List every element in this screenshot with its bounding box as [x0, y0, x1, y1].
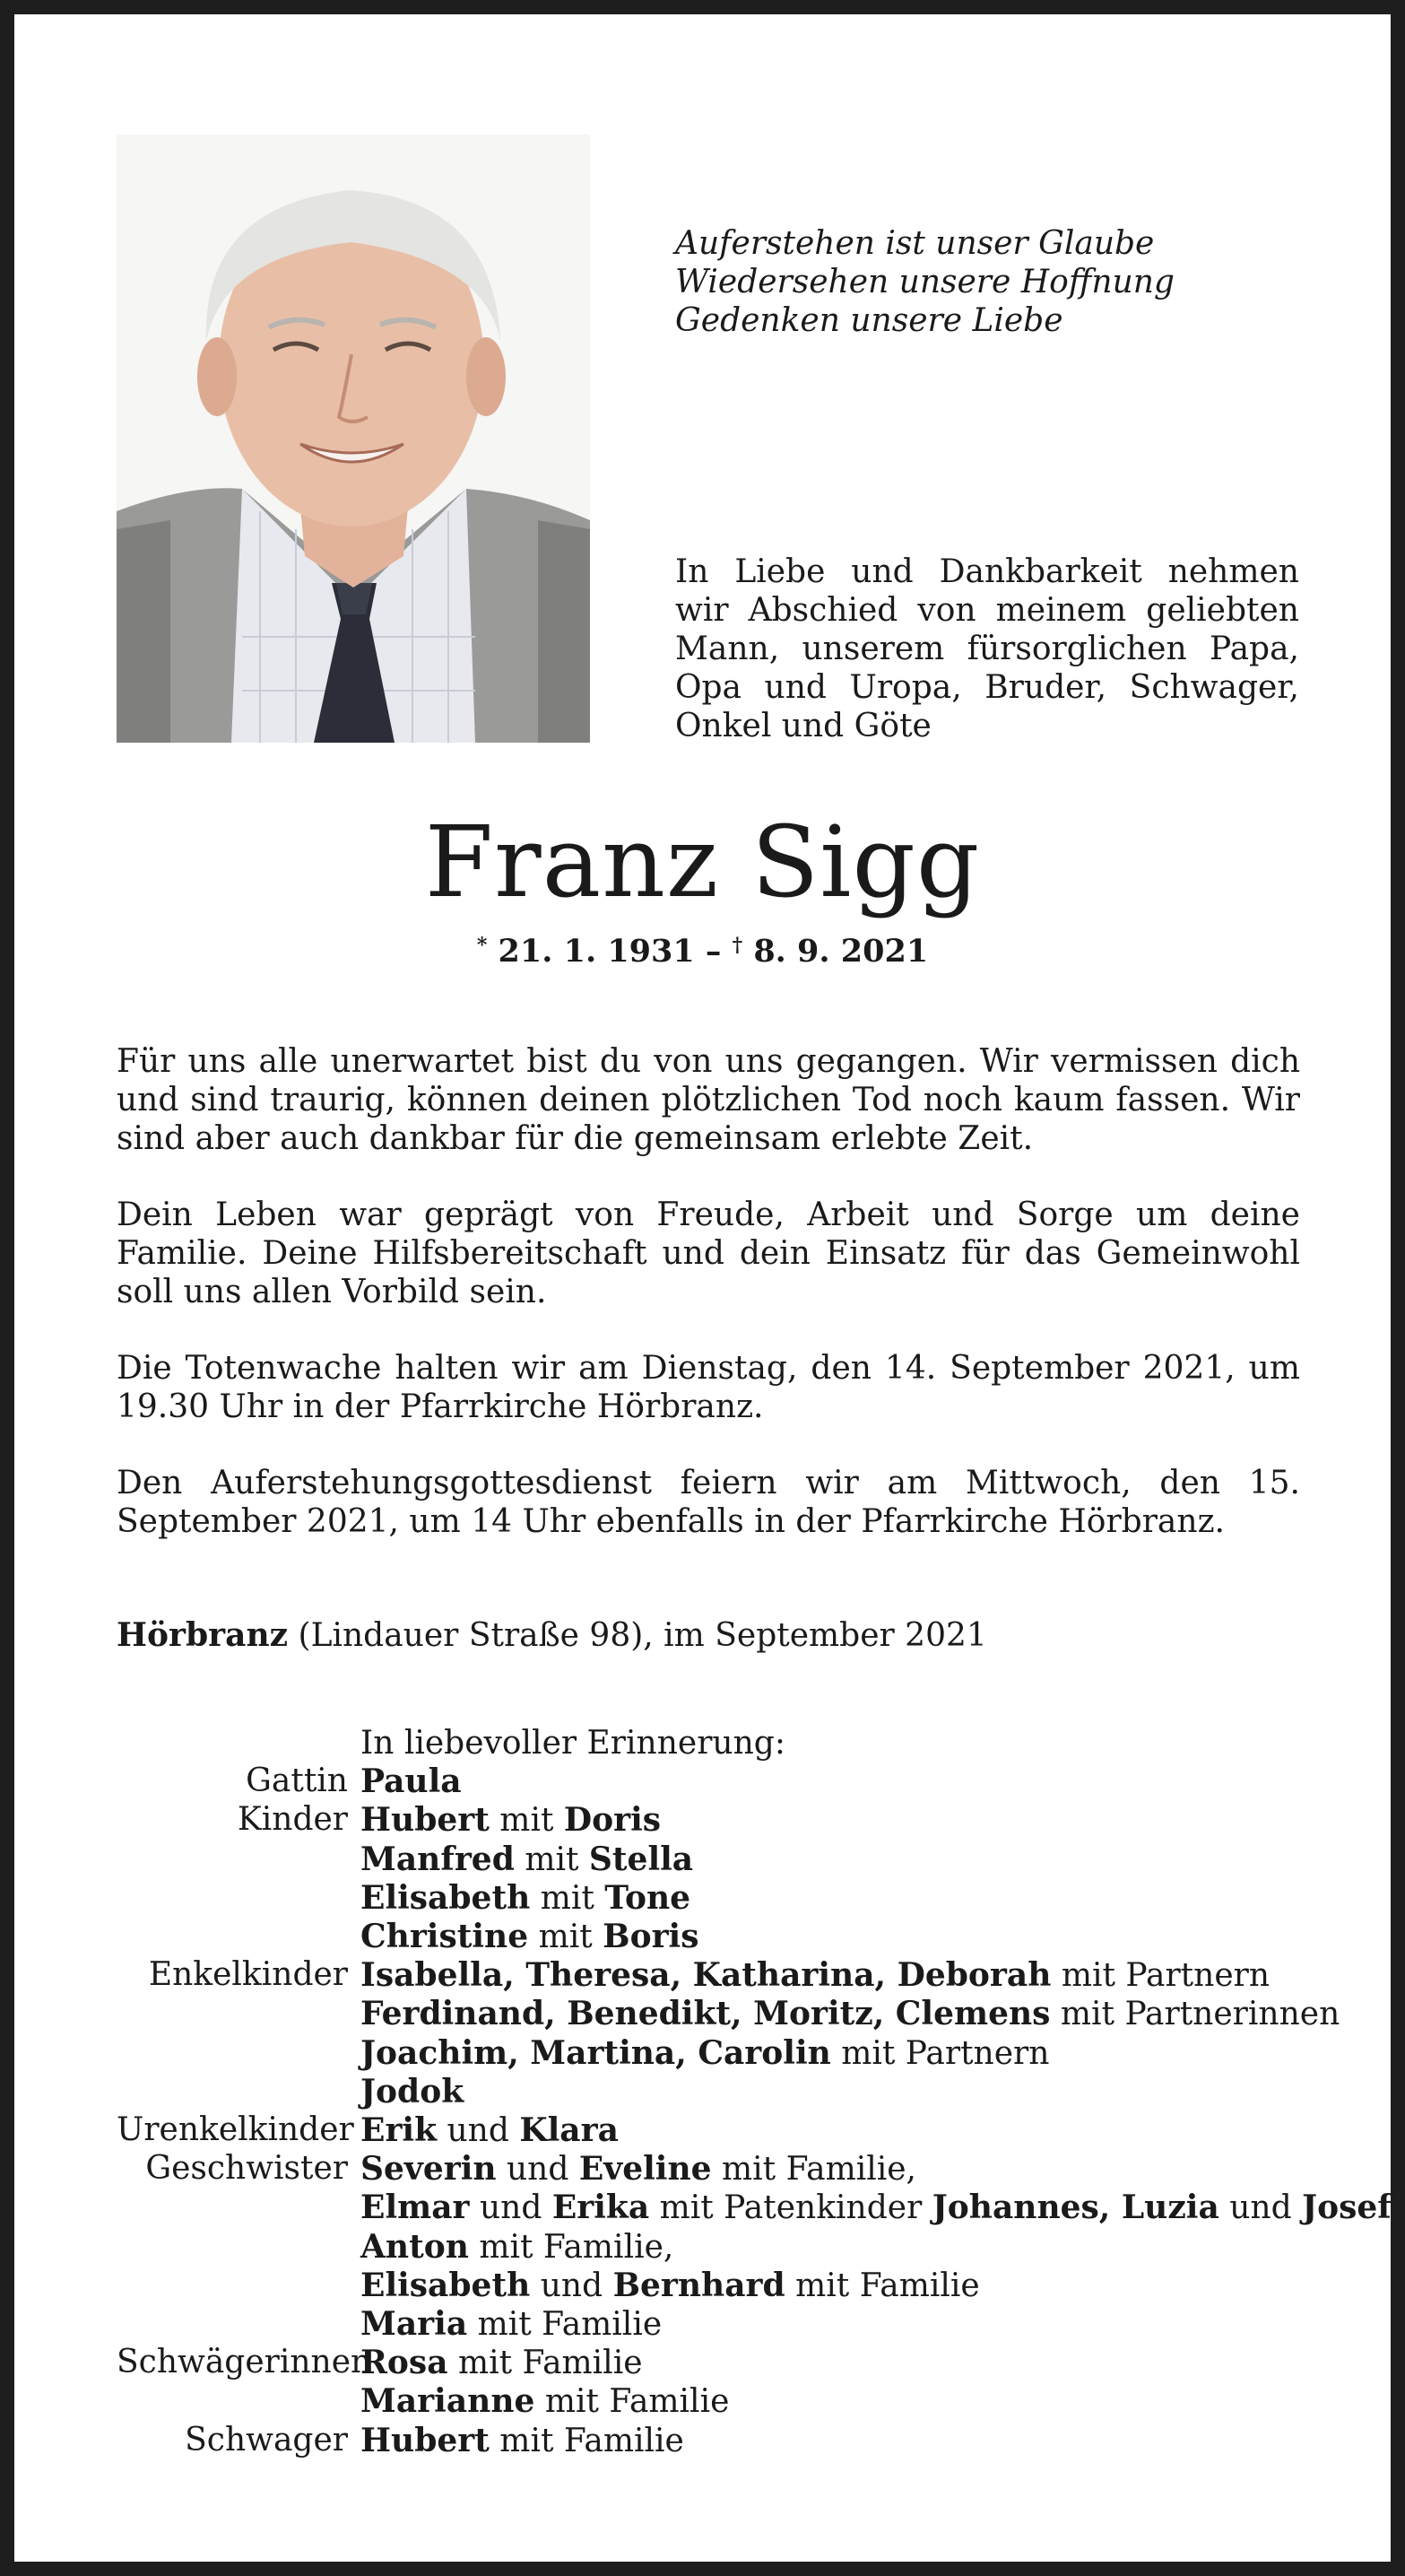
family-row	[117, 2073, 1300, 2111]
family-members	[360, 2267, 1300, 2305]
family-members	[360, 2305, 1300, 2344]
date-dash: –	[705, 933, 722, 970]
family-row	[117, 2344, 1300, 2382]
family-members	[360, 2150, 1300, 2189]
family-members	[360, 2422, 1300, 2460]
family-connector: und	[469, 2189, 552, 2227]
family-relation-label: Geschwister	[145, 2150, 348, 2188]
family-member-name: Josef	[1302, 2189, 1392, 2227]
family-member-name: Doris	[563, 1801, 662, 1840]
family-members	[360, 1841, 1300, 1879]
family-member-name: Jodok	[360, 2072, 464, 2110]
family-member-name: Hubert	[360, 1801, 490, 1840]
family-row	[117, 2189, 1392, 2227]
family-member-name: Paula	[360, 1762, 462, 1801]
family-connector: mit Partnerinnen	[1050, 1996, 1340, 2033]
family-member-name: Tone	[604, 1878, 691, 1917]
family-members	[360, 2228, 1300, 2267]
family-member-name: Maria	[360, 2305, 468, 2344]
paragraph: Dein Leben war geprägt von Freude, Arbeit und Sorge um deine Familie. Deine Hilfsbereitschaft und dein Einsatz für das Gemeinwohl soll uns allen Vorbild sein.	[117, 1197, 1300, 1310]
family-relation-label: Gattin	[246, 1762, 348, 1800]
verse-line: Gedenken unsere Liebe	[675, 302, 1063, 339]
life-dates	[14, 932, 1391, 971]
family-row	[117, 2267, 1300, 2305]
family-member-name: Isabella, Theresa, Katharina, Deborah	[360, 1956, 1052, 1995]
portrait-photo	[117, 135, 590, 743]
family-members	[360, 1956, 1300, 1995]
family-member-name: Hubert	[360, 2421, 490, 2459]
family-member-name: Manfred	[360, 1840, 515, 1878]
family-member-name: Elmar	[360, 2189, 470, 2227]
family-member-name: Anton	[360, 2227, 469, 2266]
family-member-name: Stella	[588, 1840, 694, 1878]
family-connector: mit	[489, 1802, 564, 1840]
family-members	[360, 2189, 1392, 2227]
family-connector: und	[496, 2151, 579, 2189]
family-heading: In liebevoller Erinnerung:	[360, 1725, 785, 1762]
family-member-name: Christine	[360, 1918, 529, 1956]
obituary-body	[117, 1042, 1300, 1579]
deceased-name: Franz Sigg	[424, 805, 981, 919]
family-members	[360, 1762, 1300, 1801]
family-connector: mit Familie	[534, 2383, 730, 2421]
family-member-name: Klara	[519, 2111, 619, 2150]
family-row	[117, 2305, 1300, 2344]
family-connector: und	[437, 2112, 520, 2150]
family-members	[360, 2073, 1300, 2111]
family-connector: und	[1219, 2189, 1303, 2227]
paragraph: Den Auferstehungsgottesdienst feiern wir am Mittwoch, den 15. September 2021, um 14 Uhr ebenfalls in der Pfarrkirche Hörbranz.	[117, 1465, 1300, 1540]
family-row	[117, 2422, 1300, 2460]
family-connector: mit Familie	[467, 2306, 663, 2344]
family-member-name: Elisabeth	[360, 2266, 531, 2304]
family-member-name: Rosa	[360, 2344, 448, 2382]
family-relation-label	[117, 2034, 360, 2073]
verse-line: Wiedersehen unsere Hoffnung	[675, 264, 1175, 300]
family-connector: mit Partnern	[830, 2034, 1050, 2072]
place-town: Hörbranz	[117, 1616, 289, 1654]
family-connector: mit	[530, 1879, 605, 1917]
family-row	[117, 2228, 1300, 2267]
family-relation-label: Enkelkinder	[148, 1956, 348, 1994]
family-connector: mit Familie	[785, 2267, 980, 2304]
family-row	[117, 1762, 1300, 1801]
death-symbol: †	[732, 934, 743, 957]
family-members	[360, 2382, 1300, 2421]
family-connector: mit Familie,	[468, 2228, 674, 2266]
family-row	[117, 1995, 1340, 2033]
family-members	[360, 1801, 1300, 1840]
family-members	[360, 1995, 1340, 2033]
family-connector: mit Familie,	[711, 2151, 916, 2189]
paragraph: Die Totenwache halten wir am Dienstag, den 14. September 2021, um 19.30 Uhr in der Pfarrkirche Hörbranz.	[117, 1350, 1300, 1425]
family-relation-label	[117, 1841, 360, 1879]
family-relation-label	[117, 2073, 360, 2111]
family-members	[360, 1918, 1300, 1956]
verse-line: Auferstehen ist unser Glaube	[675, 225, 1155, 262]
family-connector: mit Patenkinder	[649, 2189, 932, 2227]
family-relation-label	[117, 2267, 360, 2305]
family-member-name: Ferdinand, Benedikt, Moritz, Clemens	[360, 1995, 1051, 2033]
death-date: 8. 9. 2021	[753, 933, 929, 970]
family-member-name: Erika	[551, 2189, 650, 2227]
family-row	[117, 1801, 1300, 1840]
family-relation-label	[117, 2305, 360, 2344]
family-connector: mit	[514, 1841, 589, 1878]
family-row	[117, 1841, 1300, 1879]
family-members	[360, 1879, 1300, 1918]
family-row	[117, 2150, 1300, 2189]
place-rest: (Lindauer Straße 98), im September 2021	[288, 1617, 987, 1654]
family-relation-label	[117, 2382, 360, 2421]
family-rows	[117, 1762, 1392, 2460]
family-member-name: Severin	[360, 2150, 497, 2189]
birth-date: 21. 1. 1931	[498, 933, 695, 970]
family-member-name: Elisabeth	[360, 1878, 531, 1917]
family-row	[117, 2034, 1300, 2073]
family-row	[117, 1879, 1300, 1918]
family-connector: mit Familie	[489, 2422, 684, 2459]
family-relation-label	[117, 2228, 360, 2267]
family-relation-label	[117, 2189, 360, 2227]
verse	[675, 224, 1285, 340]
family-member-name: Marianne	[360, 2382, 535, 2421]
family-member-name: Joachim, Martina, Carolin	[360, 2033, 831, 2072]
family-relation-label: Schwägerinnen	[117, 2344, 372, 2381]
farewell-text: In Liebe und Dankbarkeit nehmen wir Abschied von meinem geliebten Mann, unserem fürsorglichen Papa, Opa und Uropa, Bruder, Schwager, Onkel und Göte	[675, 553, 1299, 744]
birth-symbol: *	[476, 934, 488, 957]
place-line	[117, 1616, 1300, 1655]
family-members	[360, 2111, 1300, 2150]
family-row	[117, 1918, 1300, 1956]
paragraph: Für uns alle unerwartet bist du von uns gegangen. Wir vermissen dich und sind traurig, können deinen plötzlichen Tod noch kaum fassen. Wir sind aber auch dankbar für die gemeinsam erlebte Zeit.	[117, 1043, 1300, 1157]
family-row	[117, 2111, 1300, 2150]
family-connector: und	[530, 2267, 613, 2304]
family-relation-label	[117, 1879, 360, 1918]
family-connector: mit Familie	[447, 2345, 643, 2382]
family-member-name: Eveline	[578, 2150, 712, 2189]
family-list	[117, 1725, 1392, 2460]
family-connector: mit	[528, 1919, 603, 1956]
family-relation-label: Schwager	[185, 2421, 348, 2459]
family-members	[360, 2034, 1300, 2073]
obituary-page	[14, 14, 1391, 2562]
family-member-name: Boris	[603, 1918, 699, 1956]
family-relation-label: Kinder	[237, 1801, 348, 1839]
family-member-name: Erik	[360, 2111, 438, 2150]
family-relation-label	[117, 1995, 360, 2033]
family-relation-label: Urenkelkinder	[117, 2111, 354, 2149]
family-relation-label	[117, 1918, 360, 1956]
family-row	[117, 1956, 1300, 1995]
family-member-name: Bernhard	[612, 2266, 785, 2304]
family-members	[360, 2344, 1300, 2382]
family-member-name: Johannes, Luzia	[932, 2189, 1219, 2227]
family-row	[117, 2382, 1300, 2421]
family-connector: mit Partnern	[1051, 1957, 1271, 1995]
